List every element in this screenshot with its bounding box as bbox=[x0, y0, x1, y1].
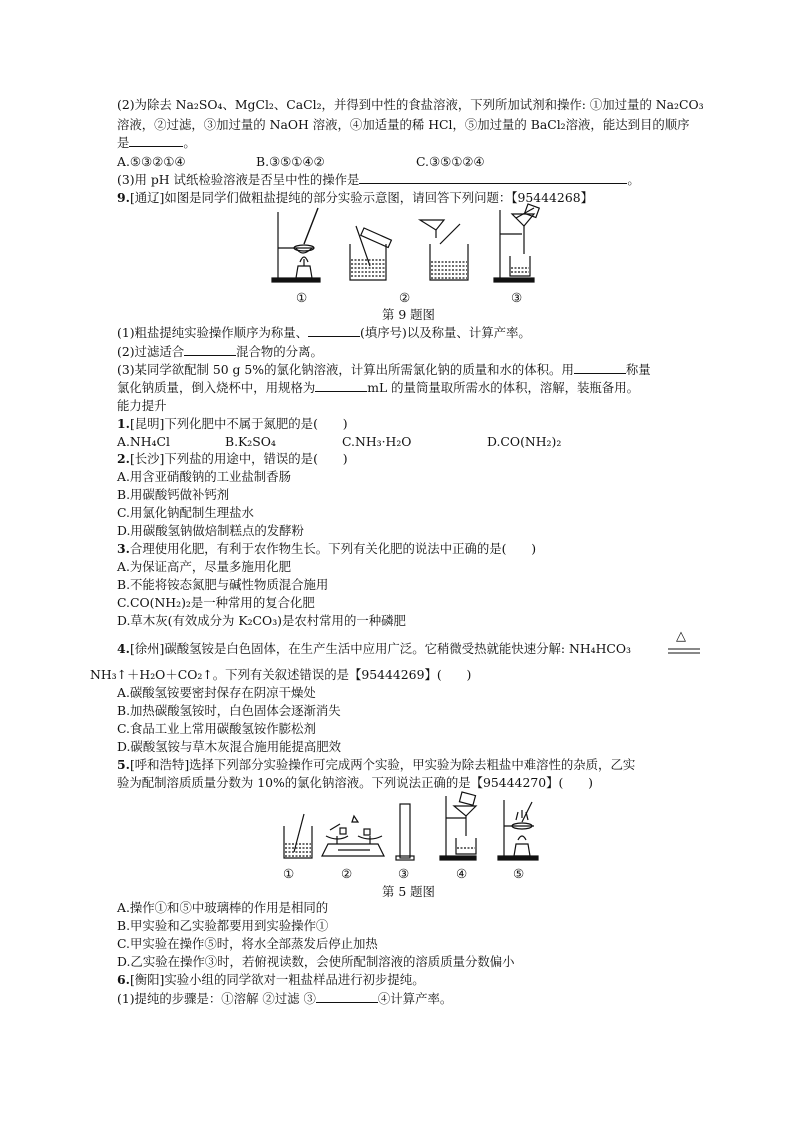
p2-number: 2. bbox=[117, 451, 130, 466]
p3-option-d[interactable]: D.草木灰(有效成分为 K₂CO₃)是农村常用的一种磷肥 bbox=[117, 613, 406, 628]
q9-filtration-apparatus bbox=[420, 220, 468, 280]
q2-line3 bbox=[117, 134, 196, 152]
q9-fig-label-2: ② bbox=[399, 290, 411, 305]
q9-sub1-blank[interactable] bbox=[308, 324, 360, 337]
p3-option-c[interactable]: C.CO(NH₂)₂是一种常用的复合化肥 bbox=[117, 595, 315, 610]
p2-stem bbox=[117, 450, 348, 468]
q9-sub3-pre: (3)某同学欲配制 50 g 5%的氯化钠溶液，计算出所需氯化钠的质量和水的体积。用 bbox=[117, 362, 574, 377]
p5-line2: 验为配制溶质质量分数为 10%的氯化钠溶液。下列说法正确的是【95444270】( ) bbox=[117, 775, 593, 790]
q9-fig-label-1: ① bbox=[296, 290, 308, 305]
p5-option-a[interactable]: A.操作①和⑤中玻璃棒的作用是相同的 bbox=[117, 900, 329, 915]
p3-number: 3. bbox=[117, 541, 130, 556]
q9-sub3-line2-pre: 氯化钠质量，倒入烧杯中，用规格为 bbox=[117, 380, 316, 395]
q9-sub3-post: 称量 bbox=[625, 362, 651, 377]
p2-option-c[interactable]: C.用氯化钠配制生理盐水 bbox=[117, 505, 254, 520]
q9-stand-apparatus bbox=[494, 204, 539, 282]
q9-sub3-blank1[interactable] bbox=[574, 361, 626, 374]
q2-line3-post: 。 bbox=[183, 135, 196, 150]
q2-line3-pre: 是 bbox=[117, 135, 130, 150]
q9-sub2-post: 混合物的分离。 bbox=[236, 344, 323, 359]
p5-caption: 第 5 题图 bbox=[382, 884, 435, 899]
p4-option-a[interactable]: A.碳酸氢铵要密封保存在阴凉干燥处 bbox=[117, 685, 316, 700]
p3-text: 合理使用化肥，有利于农作物生长。下列有关化肥的说法中正确的是( ) bbox=[129, 541, 537, 556]
p6-sub1 bbox=[117, 990, 452, 1008]
q9-sub2-pre: (2)过滤适合 bbox=[117, 344, 185, 359]
q9-sub2-blank[interactable] bbox=[184, 343, 236, 356]
q3-answer-blank[interactable] bbox=[359, 171, 627, 184]
p4-number: 4. bbox=[117, 641, 130, 656]
q2-options bbox=[117, 153, 485, 171]
p5-fig-label-2: ② bbox=[341, 866, 353, 881]
q9-sub1-pre: (1)粗盐提纯实验操作顺序为称量、 bbox=[117, 325, 309, 340]
p5-option-b[interactable]: B.甲实验和乙实验都要用到实验操作① bbox=[117, 918, 329, 933]
q9-dissolving-apparatus bbox=[350, 226, 391, 280]
section-heading: 能力提升 bbox=[117, 398, 167, 413]
q2-line1: (2)为除去 Na₂SO₄、MgCl₂、CaCl₂，并得到中性的食盐溶液，下列所加试剂和操作: ①加过量的 Na₂CO₃ bbox=[117, 97, 704, 112]
q9-sub2 bbox=[117, 343, 323, 361]
q2-option-c[interactable]: C.③⑤①②④ bbox=[416, 154, 485, 169]
p5-option-d[interactable]: D.乙实验在操作③时，若俯视读数，会使所配制溶液的溶质质量分数偏小 bbox=[117, 954, 515, 969]
p6-sub1-blank[interactable] bbox=[316, 990, 378, 1003]
q9-fig-label-3: ③ bbox=[511, 290, 523, 305]
q9-number: 9. bbox=[117, 190, 130, 205]
q2-option-a[interactable]: A.⑤③②①④ bbox=[117, 154, 186, 169]
q9-sub3-line2 bbox=[117, 379, 639, 397]
q9-text: [通辽]如图是同学们做粗盐提纯的部分实验示意图，请回答下列问题：【95444268】 bbox=[129, 190, 593, 205]
p5-beaker-apparatus bbox=[284, 814, 312, 858]
q9-sub3 bbox=[117, 361, 651, 379]
p1-option-b[interactable]: B.K₂SO₄ bbox=[225, 434, 276, 449]
p6-sub1-pre: (1)提纯的步骤是：①溶解 ②过滤 ③ bbox=[117, 991, 316, 1006]
p4-text: [徐州]碳酸氢铵是白色固体，在生产生活中应用广泛。它稍微受热就能快速分解: NH₄HCO₃ bbox=[129, 641, 632, 656]
p1-number: 1. bbox=[117, 416, 130, 431]
q2-answer-blank[interactable] bbox=[129, 134, 183, 147]
q9-sub3-blank2[interactable] bbox=[315, 379, 367, 392]
p5-cylinder-apparatus bbox=[396, 804, 414, 860]
q2-option-b[interactable]: B.③⑤①④② bbox=[256, 154, 325, 169]
p3-stem bbox=[117, 540, 536, 558]
p4-stem bbox=[117, 640, 631, 658]
q3-line bbox=[117, 171, 640, 189]
p6-sub1-post: ④计算产率。 bbox=[377, 991, 453, 1006]
p4-heat-symbol: △ bbox=[676, 629, 686, 644]
p5-evaporation-apparatus bbox=[498, 800, 538, 860]
p1-stem bbox=[117, 415, 348, 433]
p5-stem bbox=[117, 756, 635, 774]
p6-text: [衡阳]实验小组的同学欲对一粗盐样品进行初步提纯。 bbox=[129, 972, 425, 987]
p2-option-d[interactable]: D.用碳酸氢钠做焙制糕点的发酵粉 bbox=[117, 523, 304, 538]
p2-text: [长沙]下列盐的用途中，错误的是( ) bbox=[129, 451, 348, 466]
q3-text: (3)用 pH 试纸检验溶液是否呈中性的操作是 bbox=[117, 172, 360, 187]
p1-options bbox=[117, 433, 561, 451]
p1-option-d[interactable]: D.CO(NH₂)₂ bbox=[487, 434, 562, 449]
p6-number: 6. bbox=[117, 972, 130, 987]
q9-sub1 bbox=[117, 324, 531, 342]
p5-number: 5. bbox=[117, 757, 130, 772]
p3-option-a[interactable]: A.为保证高产，尽量多施用化肥 bbox=[117, 559, 291, 574]
q9-caption: 第 9 题图 bbox=[382, 307, 435, 322]
p4-equals-sign bbox=[668, 648, 700, 654]
q3-end: 。 bbox=[627, 172, 640, 187]
p4-option-d[interactable]: D.碳酸氢铵与草木灰混合施用能提高肥效 bbox=[117, 739, 342, 754]
q9-evaporation-apparatus bbox=[272, 208, 320, 282]
p2-option-b[interactable]: B.用碳酸钙做补钙剂 bbox=[117, 487, 230, 502]
q9-sub1-post: (填序号)以及称量、计算产率。 bbox=[360, 325, 531, 340]
p1-text: [昆明]下列化肥中不属于氮肥的是( ) bbox=[129, 416, 348, 431]
p3-option-b[interactable]: B.不能将铵态氮肥与碱性物质混合施用 bbox=[117, 577, 329, 592]
p5-figure bbox=[278, 792, 548, 864]
q2-line2: 溶液，②过滤，③加过量的 NaOH 溶液，④加适量的稀 HCl，⑤加过量的 BaCl₂溶液，能达到目的顺序 bbox=[117, 117, 690, 132]
p4-option-c[interactable]: C.食品工业上常用碳酸氢铵作膨松剂 bbox=[117, 721, 316, 736]
p1-option-a[interactable]: A.NH₄Cl bbox=[117, 434, 170, 449]
p5-filtration-apparatus bbox=[440, 792, 476, 860]
p5-text: [呼和浩特]选择下列部分实验操作可完成两个实验，甲实验为除去粗盐中难溶性的杂质，乙实 bbox=[129, 757, 636, 772]
q9-figure bbox=[272, 204, 542, 294]
p5-fig-label-3: ③ bbox=[398, 866, 410, 881]
p5-fig-label-1: ① bbox=[283, 866, 295, 881]
q9-sub3-line2-post: mL 的量筒量取所需水的体积，溶解，装瓶备用。 bbox=[367, 380, 639, 395]
p5-fig-label-4: ④ bbox=[456, 866, 468, 881]
p5-balance-apparatus bbox=[322, 816, 384, 856]
p1-option-c[interactable]: C.NH₃·H₂O bbox=[342, 434, 412, 449]
p5-fig-label-5: ⑤ bbox=[513, 866, 525, 881]
p4-option-b[interactable]: B.加热碳酸氢铵时，白色固体会逐渐消失 bbox=[117, 703, 341, 718]
p4-line2: NH₃↑＋H₂O＋CO₂↑。下列有关叙述错误的是【95444269】( ) bbox=[90, 667, 472, 682]
p2-option-a[interactable]: A.用含亚硝酸钠的工业盐制香肠 bbox=[117, 469, 291, 484]
p5-option-c[interactable]: C.甲实验在操作⑤时，将水全部蒸发后停止加热 bbox=[117, 936, 378, 951]
p6-stem bbox=[117, 971, 425, 989]
